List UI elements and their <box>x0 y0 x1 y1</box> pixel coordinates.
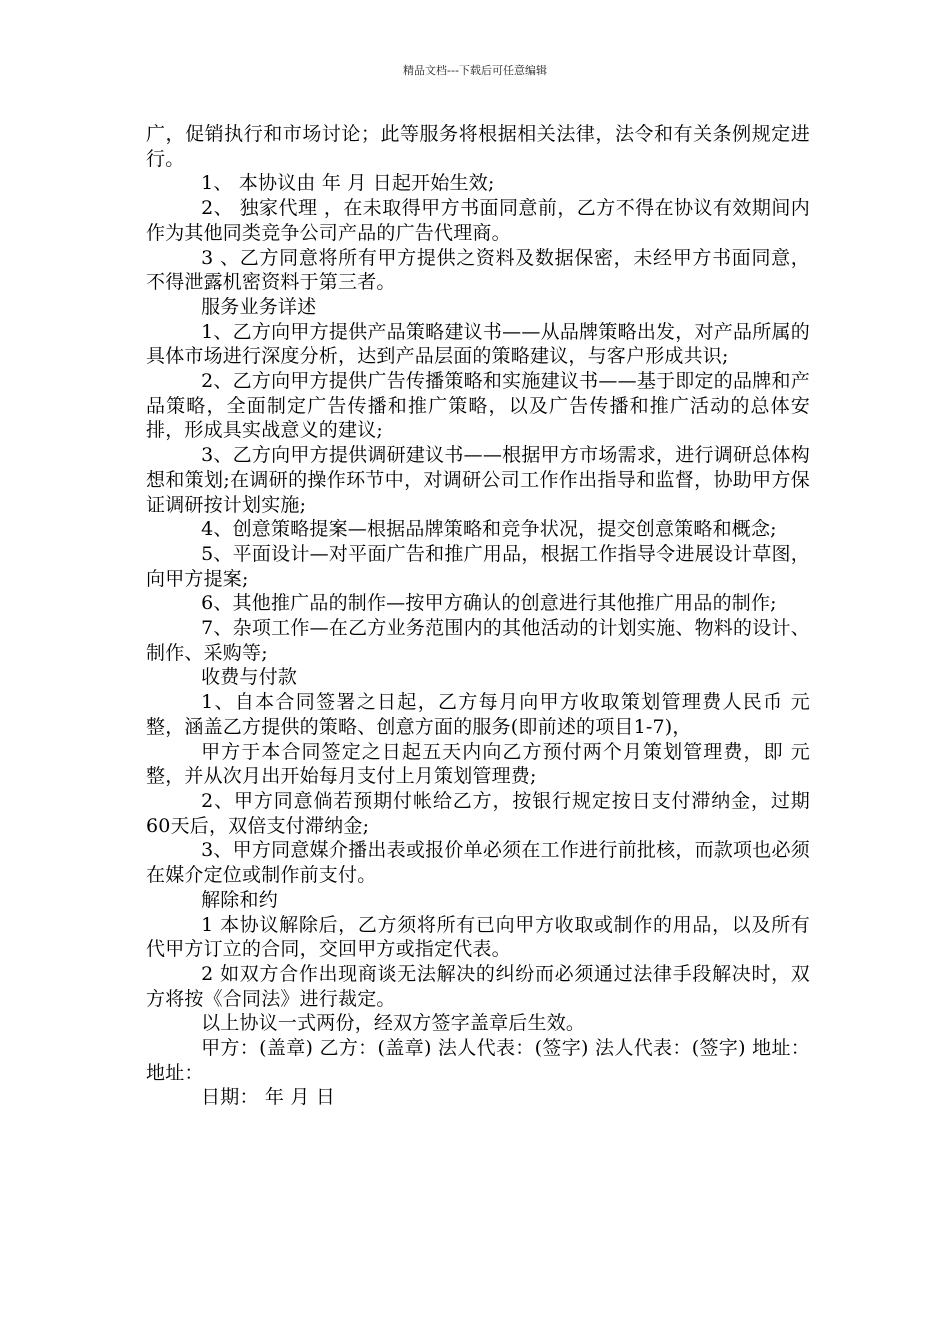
paragraph: 1 本协议解除后，乙方须将所有已向甲方收取或制作的用品，以及所有代甲方订立的合同，交回甲方或指定代表。 <box>146 913 810 961</box>
paragraph: 2、乙方向甲方提供广告传播策略和实施建议书——基于即定的品牌和产品策略，全面制定广告传播和推广策略，以及广告传播和推广活动的总体安排，形成具实战意义的建议; <box>146 370 810 442</box>
paragraph: 3、乙方向甲方提供调研建议书——根据甲方市场需求，进行调研总体构想和策划;在调研的操作环节中，对调研公司工作作出指导和监督，协助甲方保证调研按计划实施; <box>146 444 810 516</box>
paragraph: 2 如双方合作出现商谈无法解决的纠纷而必须通过法律手段解决时，双方将按《合同法》进行裁定。 <box>146 962 810 1010</box>
paragraph: 1、乙方向甲方提供产品策略建议书——从品牌策略出发，对产品所属的具体市场进行深度分析，达到产品层面的策略建议，与客户形成共识; <box>146 320 810 368</box>
paragraph: 6、其他推广品的制作—按甲方确认的创意进行其他推广用品的制作; <box>201 592 777 615</box>
paragraph: 3、甲方同意媒介播出表或报价单必须在工作进行前批核，而款项也必须在媒介定位或制作前支付。 <box>146 839 810 887</box>
section-heading: 收费与付款 <box>201 666 298 689</box>
signature-line: 甲方：(盖章) 乙方：(盖章) 法人代表：(签字) 法人代表：(签字) 地址： 地址： <box>146 1037 810 1084</box>
date-line: 日期： 年 月 日 <box>201 1086 336 1109</box>
paragraph: 1、自本合同签署之日起，乙方每月向甲方收取策划管理费人民币 元整，涵盖乙方提供的策略、创意方面的服务(即前述的项目1-7)， <box>146 691 810 738</box>
paragraph: 4、创意策略提案—根据品牌策略和竞争状况，提交创意策略和概念; <box>201 518 777 541</box>
section-heading: 服务业务详述 <box>201 295 317 318</box>
section-heading: 解除和约 <box>201 888 278 911</box>
paragraph: 5、平面设计—对平面广告和推广用品，根据工作指导令进展设计草图，向甲方提案; <box>146 542 810 590</box>
paragraph: 甲方于本合同签定之日起五天内向乙方预付两个月策划管理费，即 元整，并从次月出开始每月支付上月策划管理费; <box>146 740 810 788</box>
paragraph: 2、 独家代理 ，在未取得甲方书面同意前，乙方不得在协议有效期间内作为其他同类竞争公司产品的广告代理商。 <box>146 197 810 244</box>
page-header: 精品文档---下载后可任意编辑 <box>403 64 547 77</box>
paragraph: 7、杂项工作—在乙方业务范围内的其他活动的计划实施、物料的设计、制作、采购等; <box>146 617 810 664</box>
paragraph: 1、 本协议由 年 月 日起开始生效; <box>201 172 495 195</box>
paragraph: 以上协议一式两份，经双方签字盖章后生效。 <box>201 1012 586 1035</box>
paragraph: 广，促销执行和市场讨论；此等服务将根据相关法律，法令和有关条例规定进行。 <box>146 123 810 170</box>
paragraph: 3 、乙方同意将所有甲方提供之资料及数据保密，未经甲方书面同意，不得泄露机密资料于第三者。 <box>146 246 810 294</box>
paragraph: 2、甲方同意倘若预期付帐给乙方，按银行规定按日支付滞纳金，过期60天后，双倍支付滞纳金; <box>146 789 810 837</box>
document-body <box>146 122 810 1110</box>
